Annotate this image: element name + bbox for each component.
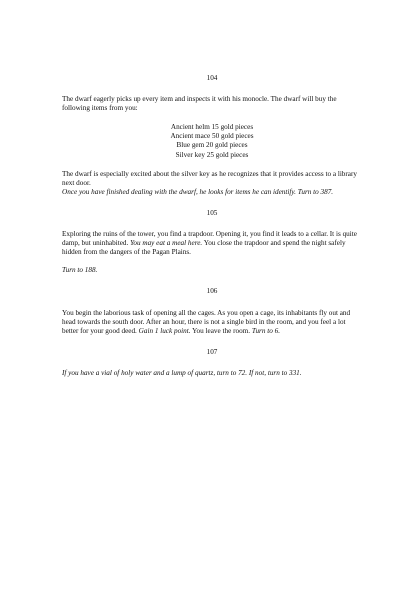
paragraph-italic-text: Turn to 6.: [251, 326, 281, 335]
turn-instruction: Turn to 188.: [62, 266, 98, 275]
paragraph-italic-text: You may eat a meal here.: [130, 239, 203, 248]
paragraph-text: The dwarf is especially excited about the silver key as he recognizes that it provides access to a library next door.: [62, 169, 357, 187]
section-number: 104: [206, 74, 218, 82]
section-paragraph: The dwarf eagerly picks up every item and inspects it with his monocle. The dwarf will buy the following items from you:: [62, 95, 337, 113]
price-list-item: Ancient mace 50 gold pieces: [170, 132, 254, 141]
section-paragraph: [62, 309, 362, 336]
page-content: [62, 74, 362, 390]
paragraph-italic-text: Once you have finished dealing with the dwarf, he looks for items he can identify. Turn to 387.: [62, 187, 334, 196]
price-list-item: Silver key 25 gold pieces: [175, 150, 249, 159]
section-number: 106: [206, 287, 218, 296]
section-paragraph: [62, 170, 362, 197]
paragraph-text: You close the trapdoor and spend the night safely hidden from the dangers of the Pagan Plains.: [62, 239, 346, 257]
section-number: 107: [206, 347, 218, 356]
section-number: 105: [206, 208, 218, 217]
section-104: [62, 74, 362, 197]
section-107: [62, 348, 362, 378]
price-list: [62, 123, 362, 159]
paragraph-italic-text: Gain 1 luck point.: [138, 326, 191, 335]
price-list-item: Ancient helm 15 gold pieces: [170, 123, 254, 132]
section-105: [62, 209, 362, 275]
paragraph-text: You begin the laborious task of opening all the cages. As you open a cage, its inhabitants fly out and head towards the south door. After an hour, there is not a single bird in the room, and you feel a lot better for your good deed.: [62, 308, 351, 335]
paragraph-text: Exploring the ruins of the tower, you find a trapdoor. Opening it, you find it leads to a cellar. It is quite damp, but uninhabited.: [62, 230, 357, 248]
price-list-item: Blue gem 20 gold pieces: [176, 141, 248, 150]
section-paragraph: If you have a vial of holy water and a lump of quartz, turn to 72. If not, turn to 331.: [62, 368, 302, 377]
paragraph-text: You leave the room.: [190, 326, 252, 335]
section-paragraph: [62, 230, 362, 257]
section-106: [62, 287, 362, 335]
